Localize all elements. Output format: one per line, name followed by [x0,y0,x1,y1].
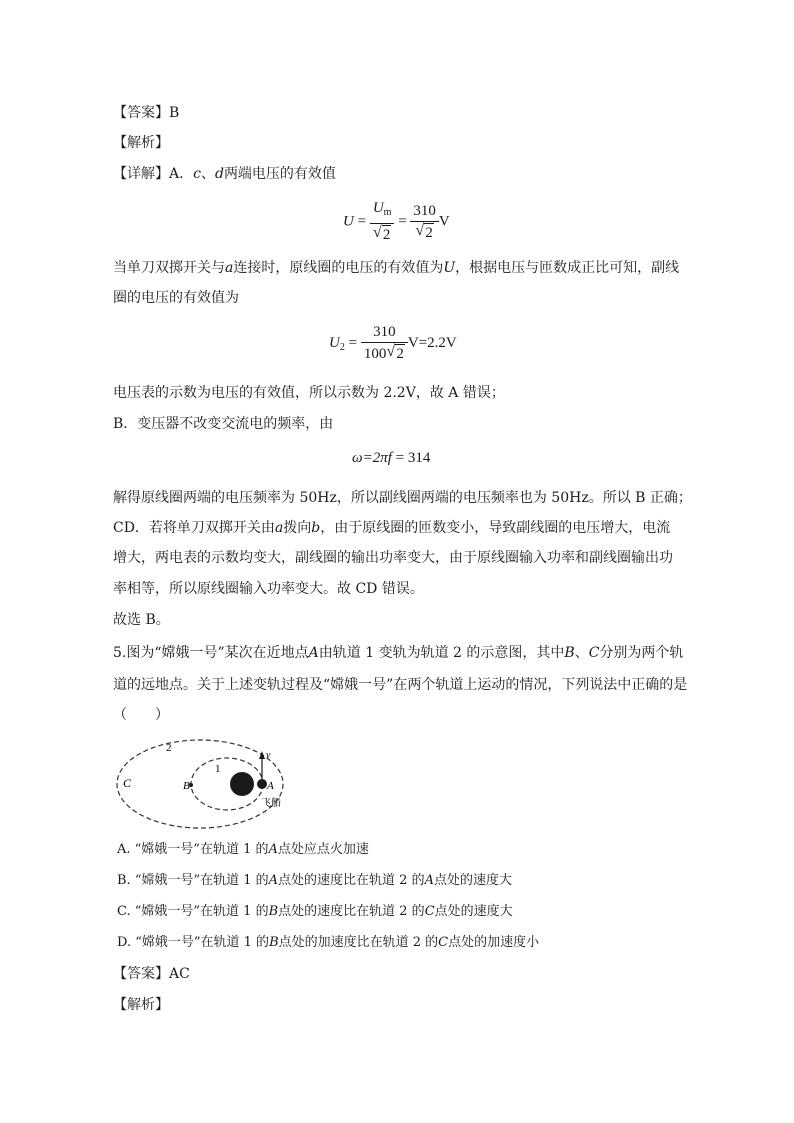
paragraph-5: 解得原线圈两端的电压频率为 50Hz，所以副线圈两端的电压频率也为 50Hz。所以 B 正确； [113,490,692,506]
analysis-label: 【解析】 [113,135,169,151]
question-5-line-2: 道的远地点。关于上述变轨过程及“嫦娥一号”在两个轨道上运动的情况，下列说法中正确的是 [113,677,688,693]
q5-answer-line [113,964,190,984]
label-v: v [266,750,271,761]
label-orbit-1: 1 [215,763,221,775]
option-d: D. “嫦娥一号”在轨道 1 的B点处的加速度比在轨道 2 的C点处的加速度小 [117,935,540,950]
paragraph-9: 故选 B。 [113,612,170,628]
option-c: C. “嫦娥一号”在轨道 1 的B点处的速度比在轨道 2 的C点处的速度大 [117,904,513,919]
paragraph-6: CD．若将单刀双掷开关由a拨向b，由于原线圈的匝数变小，导致副线圈的电压增大，电流 [113,520,671,536]
paragraph-2-line-1: 当单刀双掷开关与a连接时，原线圈的电压的有效值为U，根据电压与匝数成正比可知，副线 [113,260,680,276]
question-5-line-3: （ ） [113,707,169,723]
label-a: A [267,780,274,792]
option-b: B. “嫦娥一号”在轨道 1 的A点处的速度比在轨道 2 的A点处的速度大 [117,873,512,888]
spacecraft-dot [257,779,267,789]
equation-frequency: ω=2πf = 314 [352,450,431,466]
paragraph-3: 电压表的示数为电压的有效值，所以示数为 2.2V，故 A 错误； [113,385,505,401]
option-a: A. “嫦娥一号”在轨道 1 的A点处应点火加速 [117,842,369,857]
question-5-line-1: 5.图为“嫦娥一号”某次在近地点A由轨道 1 变轨为轨道 2 的示意图，其中B、C分别为两个轨 [113,645,684,661]
answer-value: B [169,105,180,121]
earth [230,772,254,796]
velocity-arrowhead [259,751,265,759]
equation-secondary-voltage: $U_2$ = 310 100 √ 2 V=2.2V [329,324,457,362]
q5-answer-value: AC [169,966,190,982]
detail-line-a: 【详解】A．c、d两端电压的有效值 [113,166,336,182]
equation-effective-voltage: U = $U_m$ √ 2 = 310 √ 2 V [343,200,450,243]
paragraph-7: 增大，两电表的示数均变大，副线圈的输出功率变大，由于原线圈输入功率和副线圈输出功 [113,550,673,566]
label-ship: 飞船 [261,798,281,809]
answer-line [113,103,179,123]
q5-analysis-label: 【解析】 [113,997,169,1013]
paragraph-4: B．变压器不改变交流电的频率，由 [113,416,334,432]
label-orbit-2: 2 [166,742,172,754]
label-c: C [123,776,132,790]
paragraph-8: 率相等，所以原线圈输入功率变大。故 CD 错误。 [113,581,424,597]
answer-label: 【答案】 [113,105,169,121]
paragraph-2-line-2: 圈的电压的有效值为 [113,290,239,306]
orbit-diagram [110,732,300,832]
q5-answer-label: 【答案】 [113,966,169,982]
label-b: B [183,780,190,792]
